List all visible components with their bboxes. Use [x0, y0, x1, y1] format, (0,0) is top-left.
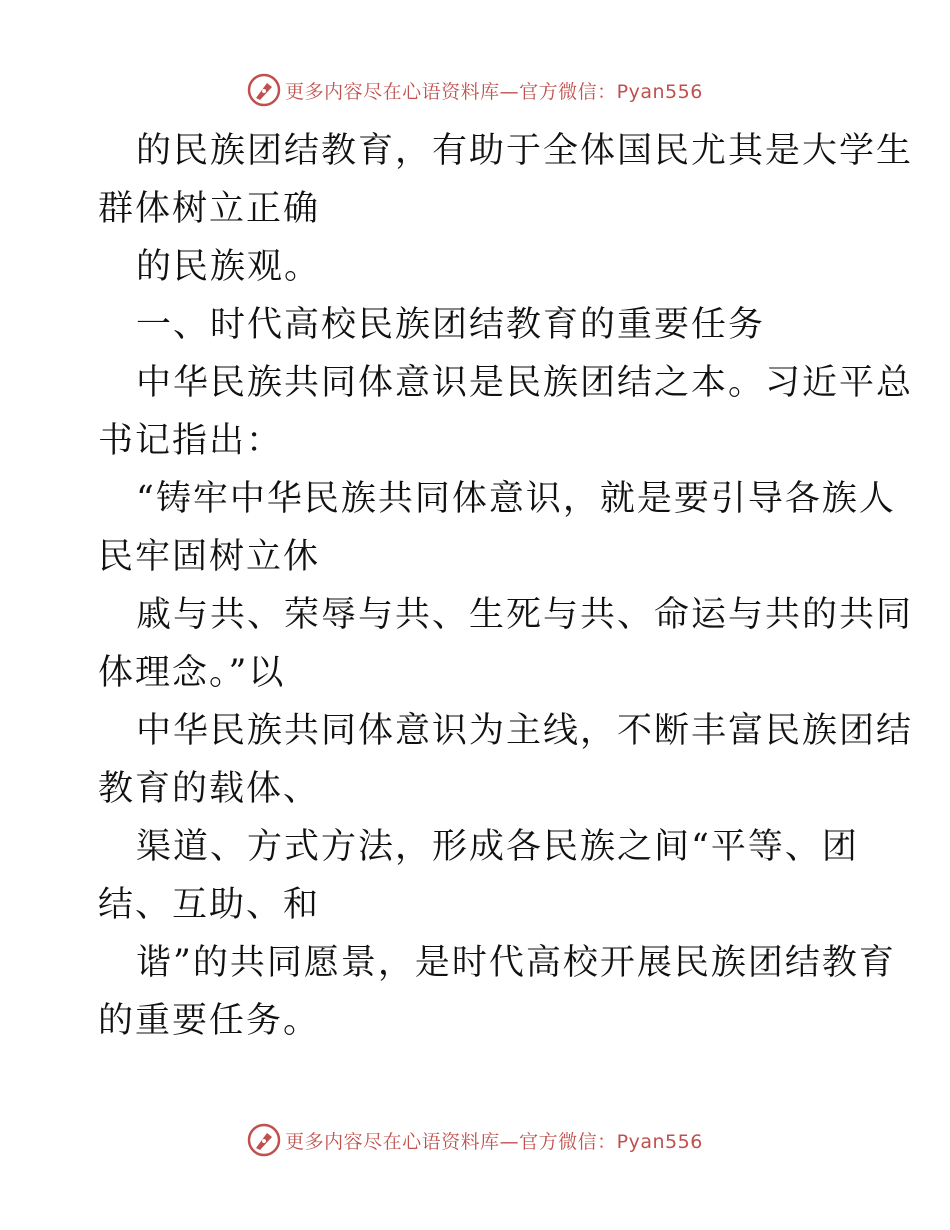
- text-line: 结、互助、和: [98, 885, 321, 925]
- text-line: 的民族团结教育，有助于全体国民尤其是大学生: [136, 131, 914, 171]
- text-line: 中华民族共同体意识是民族团结之本。习近平总: [136, 363, 914, 403]
- text-line: 体理念。”以: [98, 653, 286, 693]
- pen-nib-logo-icon: [247, 73, 281, 107]
- text-line: 渠道、方式方法，形成各民族之间“平等、团: [136, 827, 859, 867]
- text-line: “铸牢中华民族共同体意识，就是要引导各族人: [136, 479, 896, 519]
- document-body: [98, 122, 914, 1050]
- text-line: 谐”的共同愿景，是时代高校开展民族团结教育: [136, 943, 896, 983]
- text-line: 群体树立正确: [98, 189, 321, 229]
- text-line: 教育的载体、: [98, 769, 321, 809]
- text-line: 戚与共、荣辱与共、生死与共、命运与共的共同: [136, 595, 914, 635]
- text-line: 的重要任务。: [98, 1001, 321, 1041]
- footer-watermark: [0, 1120, 950, 1160]
- text-line: 中华民族共同体意识为主线，不断丰富民族团结: [136, 711, 914, 751]
- section-heading: 一、时代高校民族团结教育的重要任务: [136, 305, 766, 345]
- text-line: 的民族观。: [136, 247, 322, 287]
- pen-nib-logo-icon: [247, 1123, 281, 1157]
- watermark-text: 更多内容尽在心语资料库—官方微信：Pyan556: [285, 80, 703, 103]
- header-watermark: [0, 70, 950, 110]
- watermark-text: 更多内容尽在心语资料库—官方微信：Pyan556: [285, 1130, 703, 1153]
- text-line: 民牢固树立休: [98, 537, 321, 577]
- text-line: 书记指出：: [98, 421, 284, 461]
